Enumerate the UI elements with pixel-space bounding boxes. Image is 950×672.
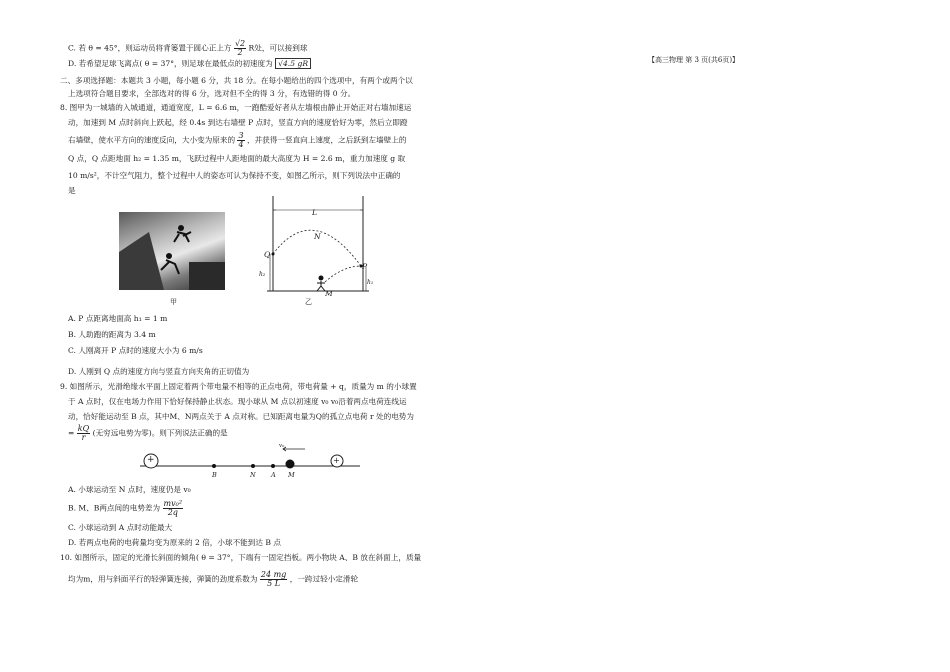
q8-stem-line3-prefix: 右墙壁，使水平方向的速度反向，大小变为原来的 bbox=[68, 135, 236, 145]
fraction-numerator: 24 mg bbox=[260, 570, 287, 579]
q8-option-a: A. P 点距离地面高 h₁ = 1 m bbox=[68, 314, 168, 323]
parkour-photo bbox=[119, 212, 225, 290]
q7-option-c-fraction bbox=[234, 40, 246, 57]
figure-yi-caption: 乙 bbox=[305, 298, 312, 306]
label-h1: h₁ bbox=[367, 279, 374, 286]
label-N: N bbox=[250, 471, 256, 479]
q9-option-a: A. 小球运动至 N 点时，速度仍是 v₀ bbox=[68, 485, 191, 494]
q7-option-d-text: D. 若希望足球飞离点( θ = 37°，则足球在最低点的初速度为 bbox=[68, 59, 273, 68]
fraction-denominator: 2 bbox=[237, 48, 243, 57]
fraction-numerator: √2 bbox=[234, 39, 246, 48]
label-P: P bbox=[362, 262, 368, 271]
q7-option-c-prefix: C. 若 θ = 45°，则运动员将背篓置于圆心正上方 bbox=[68, 43, 232, 53]
fraction-numerator: mv₀² bbox=[163, 499, 183, 508]
q10-spring-constant-fraction bbox=[260, 571, 287, 588]
q9-stem-line2: 于 A 点时，仅在电场力作用下恰好保持静止状态。现小球从 M 点以初速度 v₀ v₀沿着两点电荷连线运 bbox=[68, 397, 407, 406]
q8-fraction bbox=[237, 132, 244, 149]
q8-option-b: B. 人助跑的距离为 3.4 m bbox=[68, 330, 156, 339]
positive-charge-right: + bbox=[333, 456, 340, 465]
q8-stem-line6: 是 bbox=[68, 186, 76, 195]
label-N: N bbox=[314, 232, 321, 241]
q8-stem-line4: Q 点，Q 点距地面 h₂ = 1.35 m，飞跃过程中人距地面的最大高度为 H = 2.6 m，重力加速度 g 取 bbox=[68, 154, 406, 163]
trajectory-diagram bbox=[263, 196, 373, 296]
q9-option-c: C. 小球运动到 A 点时动能最大 bbox=[68, 523, 173, 532]
fraction-numerator: kQ bbox=[77, 424, 90, 433]
figure-jia-caption: 甲 bbox=[170, 298, 177, 306]
fraction-denominator: r bbox=[81, 433, 86, 442]
fraction-numerator: 3 bbox=[238, 131, 244, 140]
label-A: A bbox=[271, 471, 276, 479]
label-M: M bbox=[288, 471, 295, 479]
q10-stem-line2-prefix: 均为m，用与斜面平行的轻弹簧连接，弹簧的劲度系数为 bbox=[68, 574, 258, 584]
q7-option-c-suffix: R处，可以接到球 bbox=[248, 43, 308, 53]
label-L: L bbox=[312, 208, 318, 217]
q8-option-d: D. 人刚到 Q 点的速度方向与竖直方向夹角的正切值为 bbox=[68, 367, 250, 376]
section2-instructions-line1: 二、多项选择题：本题共 3 小题，每小题 6 分，共 18 分。在每小题给出的四个选项中，有两个或两个以 bbox=[60, 76, 413, 85]
q9-option-d: D. 若两点电荷的电荷量均变为原来的 2 倍，小球不能到达 B 点 bbox=[68, 538, 281, 547]
label-v0: v₀ bbox=[279, 443, 285, 449]
fraction-denominator: 4 bbox=[238, 140, 244, 149]
q10-stem-line2 bbox=[68, 571, 358, 588]
q9-stem-line1: 9. 如图所示，光滑绝缘水平面上固定着两个带电量不相等的正点电荷，带电荷量 + q，质量为 m 的小球置 bbox=[60, 382, 417, 391]
q9-option-b-prefix: B. M、B两点间的电势差为 bbox=[68, 503, 161, 513]
q9-option-b bbox=[68, 500, 183, 517]
q8-stem-line1: 8. 图甲为一城墙的入城通道，通道宽度，L = 6.6 m，一跑酷爱好者从左墙根由静止开始正对右墙加速运 bbox=[60, 103, 412, 112]
q8-stem-line3 bbox=[68, 132, 406, 149]
q10-stem-line1: 10. 如图所示，固定的光滑长斜面的倾角( θ = 37°，下端有一固定挡板。两小物块 A、B 放在斜面上，质量 bbox=[60, 553, 422, 562]
fraction-denominator: 2q bbox=[167, 508, 178, 517]
fraction-denominator: 5 L bbox=[267, 579, 281, 588]
parkour-silhouette-icon bbox=[119, 212, 225, 290]
label-B: B bbox=[212, 471, 217, 479]
q8-stem-line5: 10 m/s²，不计空气阻力，整个过程中人的姿态可认为保持不变，如图乙所示，则下列说法中正确的 bbox=[68, 171, 401, 180]
page-header: 【高三物理 第 3 页(共6页)】 bbox=[648, 56, 740, 64]
label-Q: Q bbox=[264, 250, 271, 259]
q7-option-c bbox=[68, 40, 307, 57]
q8-stem-line3-suffix: ，并获得一竖直向上速度，之后跃到左墙壁上的 bbox=[247, 135, 407, 145]
label-M: M bbox=[325, 289, 333, 298]
q7-option-d-value: √4.5 gR bbox=[275, 58, 311, 69]
q8-stem-line2: 动，加速到 M 点时斜向上跃起，经 0.4s 到达右墙壁 P 点时，竖直方向的速度恰好为零，然后立即蹬 bbox=[68, 118, 408, 127]
section2-instructions-line2: 上选项符合题目要求，全部选对的得 6 分，选对但不全的得 3 分，有选错的得 0 分。 bbox=[68, 89, 356, 98]
q9-stem-line4 bbox=[68, 425, 228, 442]
label-h2: h₂ bbox=[259, 271, 266, 278]
q9-option-b-fraction bbox=[163, 500, 184, 517]
q7-option-d bbox=[68, 58, 311, 69]
q9-stem-line4-suffix: (无穷远电势为零)。则下列说法正确的是 bbox=[92, 428, 228, 438]
q8-option-c: C. 人刚离开 P 点时的速度大小为 6 m/s bbox=[68, 346, 203, 355]
q9-potential-fraction bbox=[77, 425, 90, 442]
positive-charge-left: + bbox=[147, 455, 155, 465]
q9-stem-line3: 动，恰好能运动至 B 点，其中M、N两点关于 A 点对称。已知距离电量为Q的孤立点电荷 r 处的电势为 bbox=[68, 412, 414, 421]
q9-stem-line4-prefix: = bbox=[68, 428, 75, 438]
q10-stem-line2-suffix: ，一跨过轻小定滑轮 bbox=[289, 574, 359, 584]
